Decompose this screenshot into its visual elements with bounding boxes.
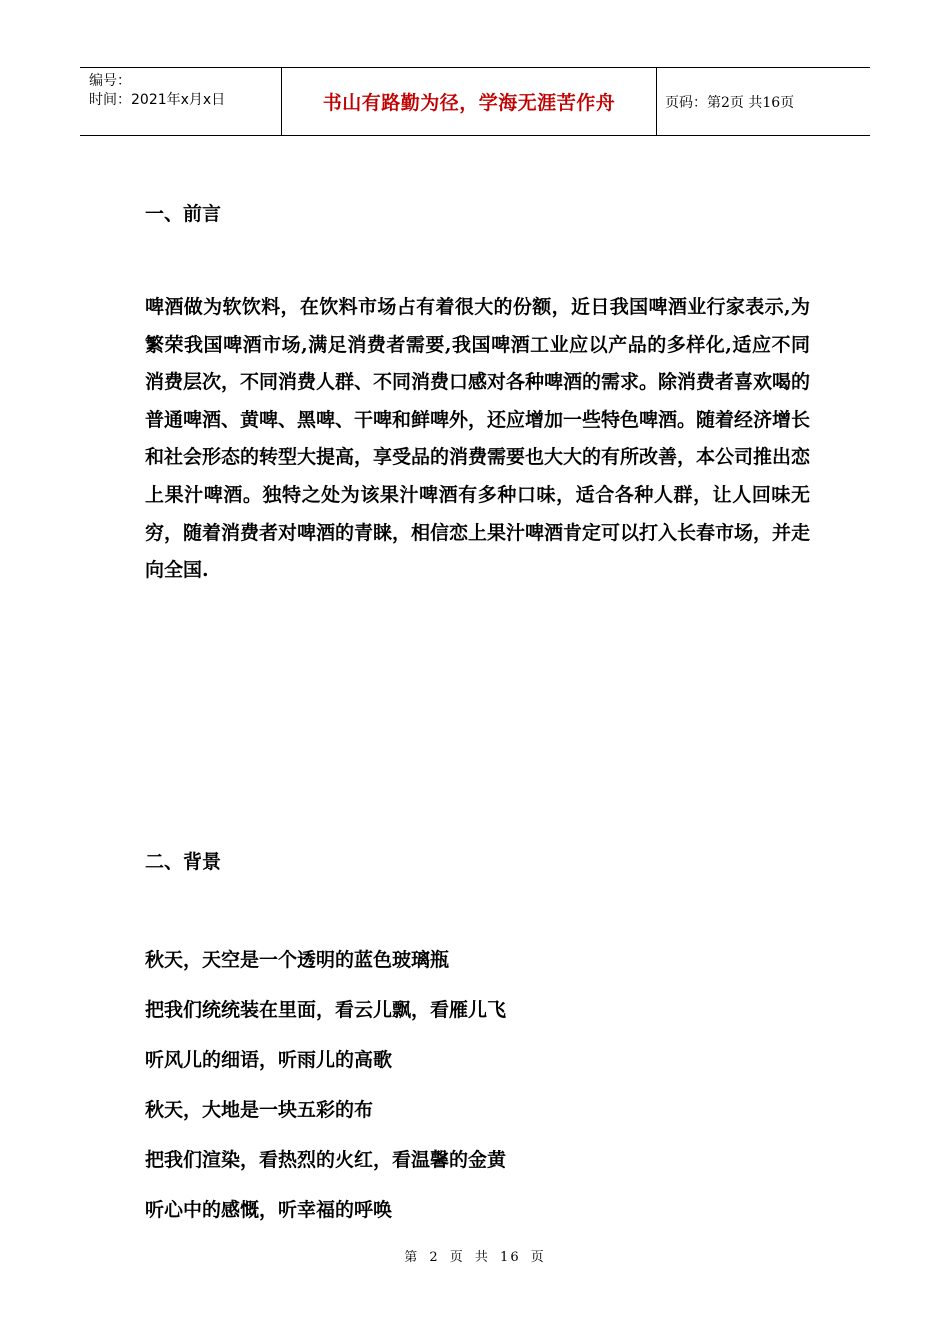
poem-line: 听心中的感慨，听幸福的呼唤 [145,1199,393,1221]
section-heading-background: 二、背景 [145,851,222,873]
poem-line: 秋天，天空是一个透明的蓝色玻璃瓶 [145,949,450,971]
header-meta [80,68,282,135]
section-heading-preface: 一、前言 [145,203,222,225]
poem-line: 秋天，大地是一块五彩的布 [145,1099,374,1121]
page-footer: 第 2 页 共 16 页 [404,1250,546,1265]
poem-line: 听风儿的细语，听雨儿的高歌 [145,1049,393,1071]
document-time-label: 时间：2021年x月x日 [89,92,226,108]
page-header [80,67,870,136]
document-number-label: 编号： [89,73,131,89]
header-motto: 书山有路勤为径，学海无涯苦作舟 [282,68,657,135]
header-page-info: 页码：第2页 共16页 [665,94,795,111]
poem-line: 把我们统统装在里面，看云儿飘，看雁儿飞 [145,999,507,1021]
poem-line: 把我们渲染，看热烈的火红，看温馨的金黄 [145,1149,507,1171]
preface-paragraph: 啤酒做为软饮料，在饮料市场占有着很大的份额，近日我国啤酒业行家表示,为繁荣我国啤酒市场,满足消费者需要,我国啤酒工业应以产品的多样化,适应不同消费层次，不同消费人群、不同消费口感对各种啤酒的需求。除消费者喜欢喝的普通啤酒、黄啤、黑啤、干啤和鲜啤外，还应增加一些特色啤酒。随着经济增长和社会形态的转型大提高，享受品的消费需要也大大的有所改善，本公司推出恋上果汁啤酒。独特之处为该果汁啤酒有多种口味，适合各种人群，让人回味无穷，随着消费者对啤酒的青睐，相信恋上果汁啤酒肯定可以打入长春市场，并走向全国. [145,296,811,582]
